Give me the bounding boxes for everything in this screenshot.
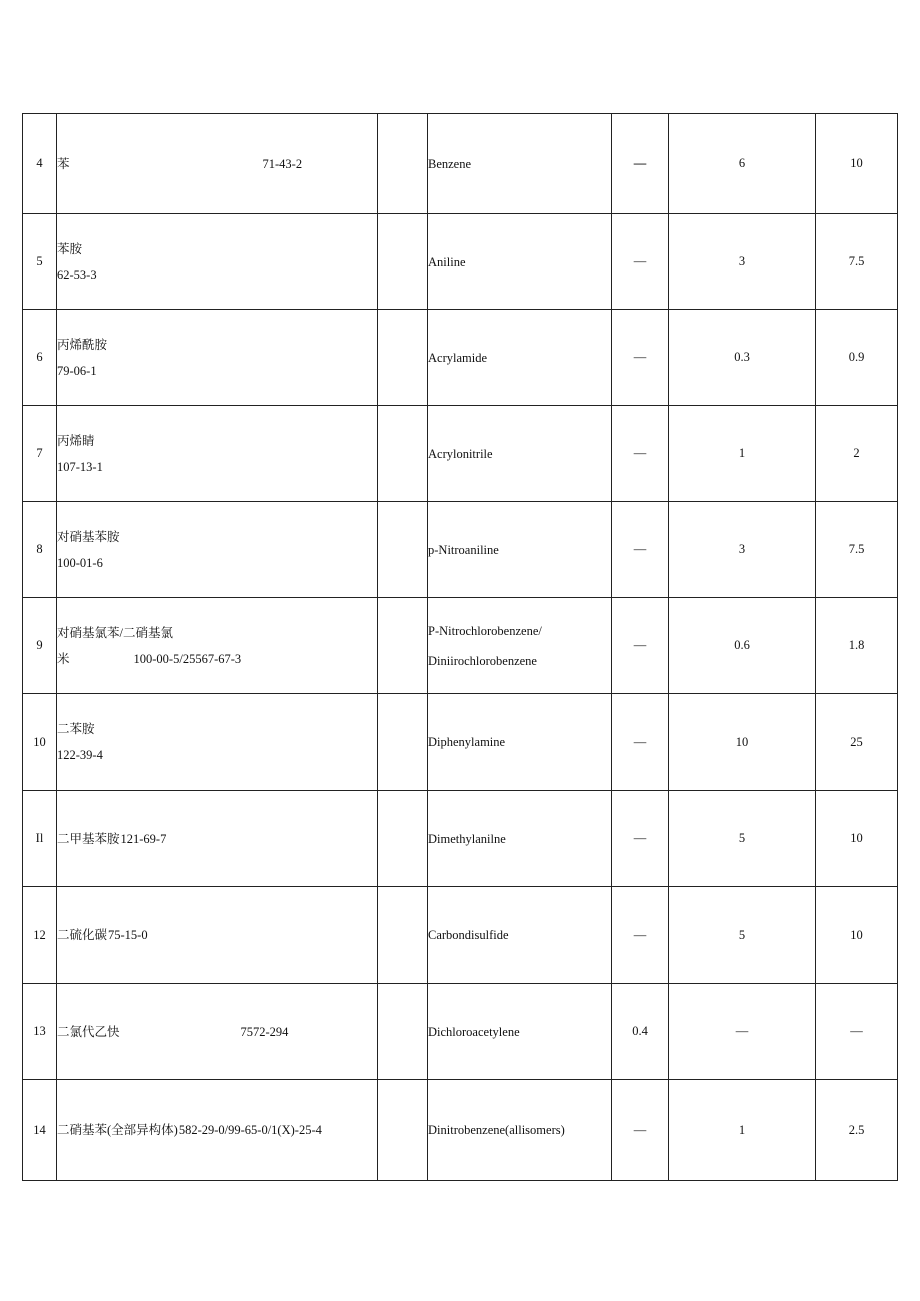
english-name: Dichloroacetylene bbox=[428, 1024, 520, 1039]
limit-value-1: — bbox=[612, 502, 669, 598]
chinese-name: 苯胺 bbox=[57, 241, 83, 256]
limit-value-2: 0.6 bbox=[669, 598, 816, 694]
english-name-cell bbox=[428, 406, 612, 502]
english-name: Diphenylamine bbox=[428, 735, 506, 749]
limit-value-1: — bbox=[612, 310, 669, 406]
limit-value-1: — bbox=[612, 406, 669, 502]
english-name-cell bbox=[428, 984, 612, 1080]
limit-value-3: 2.5 bbox=[816, 1080, 898, 1181]
empty-cell bbox=[378, 310, 428, 406]
empty-cell bbox=[378, 694, 428, 791]
table-row bbox=[23, 791, 898, 887]
limit-value-2: 0.3 bbox=[669, 310, 816, 406]
limit-value-1: — bbox=[612, 791, 669, 887]
limit-value-3: 10 bbox=[816, 791, 898, 887]
chinese-name: 二甲基苯胺 bbox=[57, 831, 120, 846]
limit-value-3: 1.8 bbox=[816, 598, 898, 694]
chinese-name-cell bbox=[57, 791, 378, 887]
limit-value-2: 3 bbox=[669, 214, 816, 310]
limit-value-3: 7.5 bbox=[816, 502, 898, 598]
chinese-name-cell bbox=[57, 598, 378, 694]
chinese-name-cell bbox=[57, 984, 378, 1080]
cas-number: 582-29-0/99-65-0/1(X)-25-4 bbox=[178, 1123, 322, 1137]
limit-value-3: 0.9 bbox=[816, 310, 898, 406]
english-name-cell bbox=[428, 694, 612, 791]
cas-number: 71-43-2 bbox=[262, 156, 303, 171]
english-name-cell bbox=[428, 114, 612, 214]
limit-value-1: — bbox=[612, 214, 669, 310]
chinese-name-cell bbox=[57, 694, 378, 791]
empty-cell bbox=[378, 887, 428, 984]
cas-number: 7572-294 bbox=[240, 1024, 289, 1039]
chinese-name: 对硝基氯苯/二硝基氯 bbox=[57, 625, 173, 640]
cas-number: 79-06-1 bbox=[57, 363, 97, 378]
row-number: 6 bbox=[23, 310, 57, 406]
empty-cell bbox=[378, 984, 428, 1080]
limit-value-2: 1 bbox=[669, 1080, 816, 1181]
limit-value-1: 0.4 bbox=[612, 984, 669, 1080]
row-number: 7 bbox=[23, 406, 57, 502]
chinese-name: 二硝基苯(全部异构体) bbox=[57, 1123, 178, 1137]
cas-number: 122-39-4 bbox=[57, 748, 103, 762]
table-row bbox=[23, 1080, 898, 1181]
limit-value-3: 7.5 bbox=[816, 214, 898, 310]
row-number: 12 bbox=[23, 887, 57, 984]
limit-value-2: 3 bbox=[669, 502, 816, 598]
english-name-cell bbox=[428, 791, 612, 887]
english-name: p-Nitroaniline bbox=[428, 542, 499, 557]
limit-value-1: — bbox=[612, 114, 669, 214]
empty-cell bbox=[378, 214, 428, 310]
table-row bbox=[23, 694, 898, 791]
cas-number: 107-13-1 bbox=[57, 459, 103, 474]
row-number: 8 bbox=[23, 502, 57, 598]
limit-value-3: 10 bbox=[816, 887, 898, 984]
chinese-name-cell bbox=[57, 887, 378, 984]
table-row bbox=[23, 887, 898, 984]
limit-value-1: — bbox=[612, 887, 669, 984]
table-body bbox=[23, 114, 898, 1181]
chinese-name: 对硝基苯胺 bbox=[57, 529, 120, 544]
row-number: 9 bbox=[23, 598, 57, 694]
chinese-name: 二硫化碳 bbox=[57, 928, 108, 942]
english-name: Dinitrobenzene(allisomers) bbox=[428, 1123, 565, 1137]
limit-value-1: — bbox=[612, 598, 669, 694]
limit-value-3: — bbox=[816, 984, 898, 1080]
english-name: Benzene bbox=[428, 156, 472, 171]
chinese-name: 苯 bbox=[57, 156, 70, 171]
limit-value-2: — bbox=[669, 984, 816, 1080]
empty-cell bbox=[378, 406, 428, 502]
limit-value-2: 1 bbox=[669, 406, 816, 502]
chinese-name: 二苯胺 bbox=[57, 722, 95, 736]
cas-number: 75-15-0 bbox=[108, 928, 148, 942]
row-number: 14 bbox=[23, 1080, 57, 1181]
chinese-name: 二氯代乙快 bbox=[57, 1024, 120, 1039]
row-number: 5 bbox=[23, 214, 57, 310]
chinese-name: 丙烯睛 bbox=[57, 433, 95, 448]
chinese-name-cell bbox=[57, 1080, 378, 1181]
empty-cell bbox=[378, 502, 428, 598]
empty-cell bbox=[378, 598, 428, 694]
english-name-cell bbox=[428, 310, 612, 406]
chinese-name-continued: 米 bbox=[57, 651, 70, 666]
row-number: 10 bbox=[23, 694, 57, 791]
limit-value-2: 10 bbox=[669, 694, 816, 791]
row-number: 4 bbox=[23, 114, 57, 214]
english-name: Acrylamide bbox=[428, 350, 488, 365]
empty-cell bbox=[378, 114, 428, 214]
english-name: Dimethylanilne bbox=[428, 831, 506, 846]
chinese-name-cell bbox=[57, 114, 378, 214]
table-row bbox=[23, 502, 898, 598]
cas-number: 62-53-3 bbox=[57, 267, 97, 282]
cas-number: 121-69-7 bbox=[120, 831, 167, 846]
limit-value-1: — bbox=[612, 1080, 669, 1181]
english-name-cell bbox=[428, 502, 612, 598]
limit-value-2: 5 bbox=[669, 791, 816, 887]
row-number: 13 bbox=[23, 984, 57, 1080]
english-name: P-Nitrochlorobenzene/ bbox=[428, 623, 542, 638]
limit-value-2: 5 bbox=[669, 887, 816, 984]
english-name: Carbondisulfide bbox=[428, 928, 509, 942]
english-name-cell bbox=[428, 1080, 612, 1181]
cas-number: 100-01-6 bbox=[57, 555, 103, 570]
chinese-name-cell bbox=[57, 502, 378, 598]
english-name-cell bbox=[428, 598, 612, 694]
table-row bbox=[23, 214, 898, 310]
chemical-limits-table bbox=[22, 113, 898, 1181]
cas-number: 100-00-5/25567-67-3 bbox=[133, 651, 242, 666]
table-row bbox=[23, 114, 898, 214]
chinese-name-cell bbox=[57, 310, 378, 406]
table-row bbox=[23, 598, 898, 694]
limit-value-3: 25 bbox=[816, 694, 898, 791]
row-number: Il bbox=[23, 791, 57, 887]
limit-value-1: — bbox=[612, 694, 669, 791]
chinese-name: 丙烯酰胺 bbox=[57, 337, 108, 352]
english-name-cell bbox=[428, 214, 612, 310]
table-row bbox=[23, 984, 898, 1080]
empty-cell bbox=[378, 791, 428, 887]
limit-value-3: 2 bbox=[816, 406, 898, 502]
english-name-continued: Diniirochlorobenzene bbox=[428, 653, 537, 668]
limit-value-2: 6 bbox=[669, 114, 816, 214]
english-name: Acrylonitrile bbox=[428, 446, 493, 461]
limit-value-3: 10 bbox=[816, 114, 898, 214]
english-name-cell bbox=[428, 887, 612, 984]
chinese-name-cell bbox=[57, 406, 378, 502]
english-name: Aniline bbox=[428, 254, 466, 269]
chinese-name-cell bbox=[57, 214, 378, 310]
table-row bbox=[23, 406, 898, 502]
table-row bbox=[23, 310, 898, 406]
empty-cell bbox=[378, 1080, 428, 1181]
